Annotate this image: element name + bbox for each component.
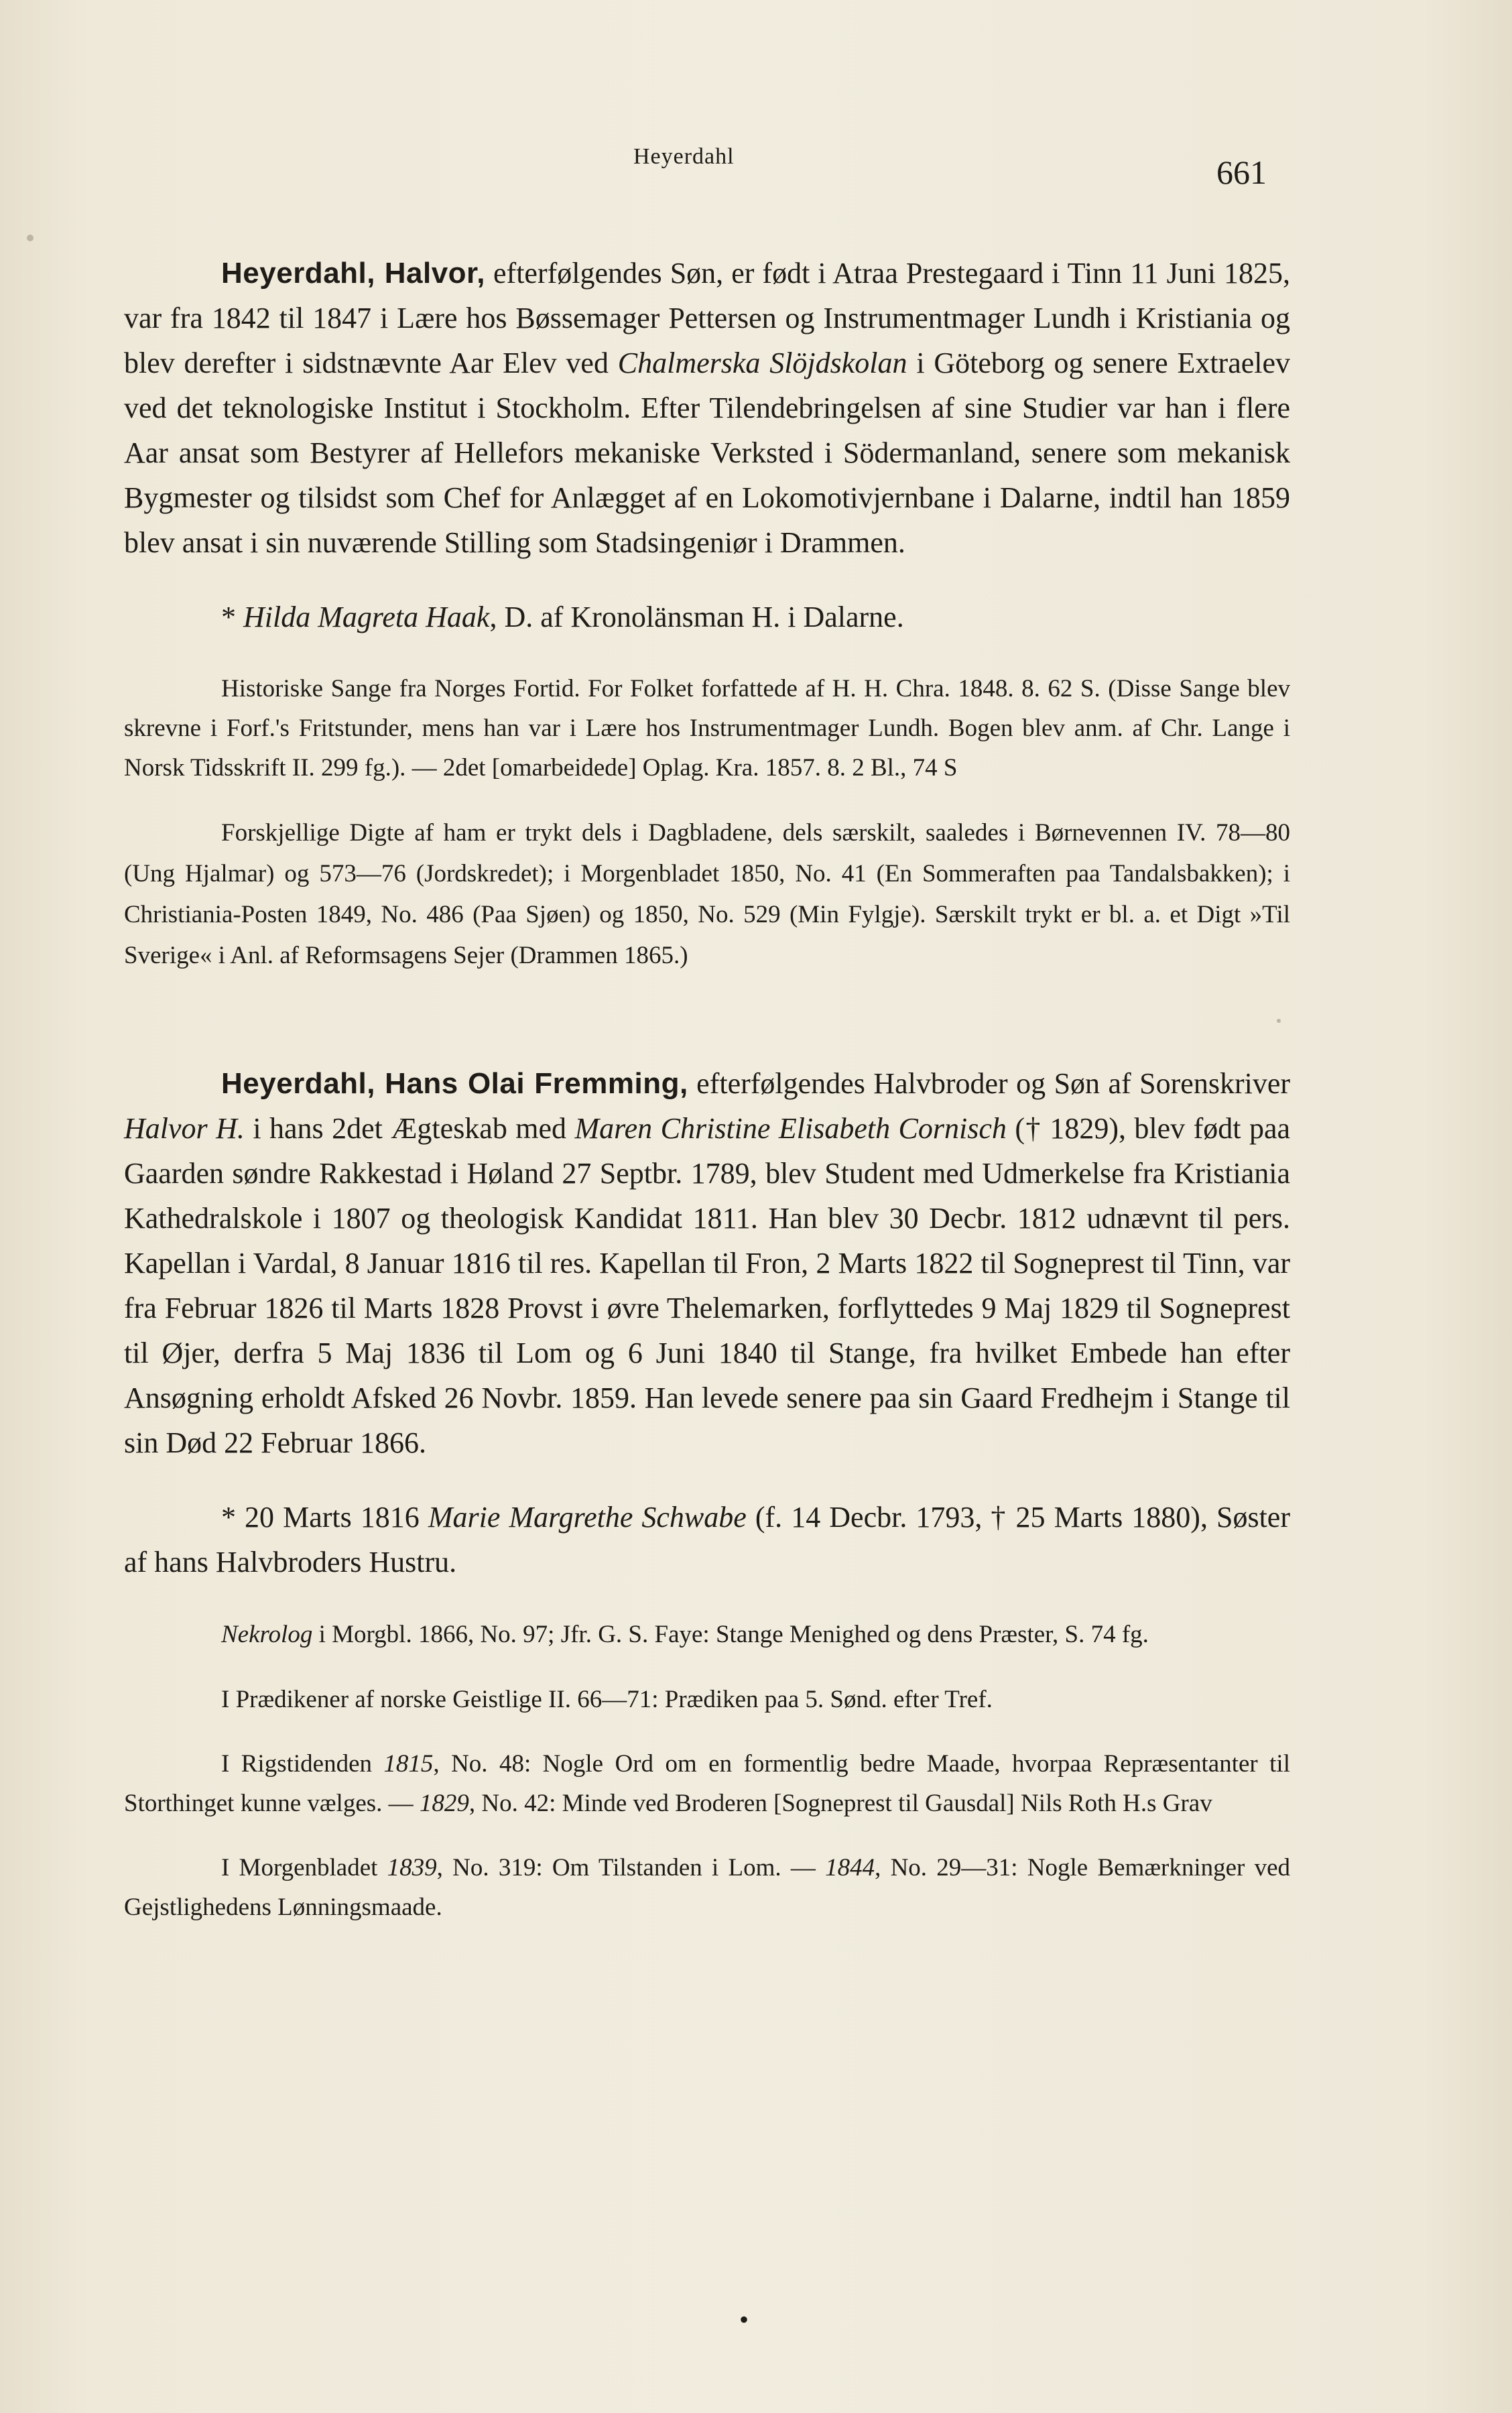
spouse-line: * 20 Marts 1816 Marie Margrethe Schwabe (f. 14 Decbr. 1793, † 25 Marts 1880), Søster af hans Halvbroders Hustru. (124, 1501, 1290, 1579)
spouse-name: Marie Margrethe Schwabe (428, 1501, 747, 1534)
paper-spot (27, 235, 34, 241)
bibliography-entry: Historiske Sange fra Norges Fortid. For Folket forfattede af H. H. Chra. 1848. 8. 62 S. (Disse Sange blev skrevne i Forf.'s Fritstunder, mens han var i Lære hos Instrumentmager Lundh. Bogen blev anm. af Chr. Lange i Norsk Tidsskrift II. 299 fg.). — 2det [omarbeidede] Oplag. Kra. 1857. 8. 2 Bl., 74 S (124, 675, 1290, 782)
source-note: Nekrolog i Morgbl. 1866, No. 97; Jfr. G. S. Faye: Stange Menighed og dens Præster, S. 74 fg. (221, 1621, 1149, 1648)
mother-name: Maren Christine Elisabeth Cornisch (574, 1112, 1007, 1145)
father-name: Halvor H. (124, 1112, 245, 1145)
ink-mark: • (739, 2304, 749, 2335)
bibliography-entry: I Morgenbladet 1839, No. 319: Om Tilstanden i Lom. — 1844, No. 29—31: Nogle Bemærkninger ved Gejstlighedens Lønningsmaade. (124, 1854, 1290, 1921)
entry-hans-olai-fremming-heyerdahl (124, 1061, 1290, 1927)
entry-biography: Heyerdahl, Halvor, efterfølgendes Søn, er født i Atraa Prestegaard i Tinn 11 Juni 1825, var fra 1842 til 1847 i Lære hos Bøssemager Pettersen og Instrumentmager Lundh i Kristiania og blev derefter i sidstnævnte Aar Elev ved Chalmerska Slöjdskolan i Göteborg og senere Extraelev ved det teknologiske Institut i Stockholm. Efter Tilendebringelsen af sine Studier var han i flere Aar ansat som Bestyrer af Hellefors mekaniske Verksted i Södermanland, senere som mekanisk Bygmester og tilsidst som Chef for Anlægget af en Lokomotivjernbane i Dalarne, indtil han 1859 blev ansat i sin nuværende Stilling som Stadsingeniør i Drammen. (124, 257, 1291, 559)
bibliography-entry: I Rigstidenden 1815, No. 48: Nogle Ord om en formentlig bedre Maade, hvorpaa Repræsentanter til Storthinget kunne vælges. — 1829, No. 42: Minde ved Broderen [Sogneprest til Gausdal] Nils Roth H.s Grav (124, 1750, 1290, 1817)
page-number: 661 (1216, 153, 1267, 191)
entry-biography: Heyerdahl, Hans Olai Fremming, efterfølgendes Halvbroder og Søn af Sorenskriver Halvor H. i hans 2det Ægteskab med Maren Christine Elisabeth Cornisch († 1829), blev født paa Gaarden søndre Rakkestad i Høland 27 Septbr. 1789, blev Student med Udmerkelse fra Kristiania Kathedralskole i 1807 og theologisk Kandidat 1811. Han blev 30 Decbr. 1812 udnævnt til pers. Kapellan i Vardal, 8 Januar 1816 til res. Kapellan til Fron, 2 Marts 1822 til Sogneprest til Tinn, var fra Februar 1826 til Marts 1828 Provst i øvre Thelemarken, forflyttedes 9 Maj 1829 til Sogneprest til Øjer, derfra 5 Maj 1836 til Lom og 6 Juni 1840 til Stange, fra hvilket Embede han efter Ansøgning erholdt Afsked 26 Novbr. 1859. Han levede senere paa sin Gaard Fredhejm i Stange til sin Død 22 Februar 1866. (124, 1067, 1291, 1459)
bibliography-entry: I Prædikener af norske Geistlige II. 66—71: Prædiken paa 5. Sønd. efter Tref. (221, 1686, 993, 1713)
page-content (124, 221, 1290, 1952)
entry-halvor-heyerdahl (124, 251, 1290, 976)
spouse-name: Hilda Magreta Haak (243, 601, 490, 633)
paper-spot (1277, 1019, 1281, 1023)
spouse-line: * Hilda Magreta Haak, D. af Kronolänsman H. i Dalarne. (221, 601, 904, 633)
entry-name: Heyerdahl, Halvor, (221, 257, 485, 290)
entry-separator (124, 1001, 1290, 1032)
bibliography-note: Forskjellige Digte af ham er trykt dels i Dagbladene, dels særskilt, saaledes i Børnevennen IV. 78—80 (Ung Hjalmar) og 573—76 (Jordskredet); i Morgenbladet 1850, No. 41 (En Sommeraften paa Tandalsbakken); i Christiania-Posten 1849, No. 486 (Paa Sjøen) og 1850, No. 529 (Min Fylgje). Særskilt trykt er bl. a. et Digt »Til Sverige« i Anl. af Reformsagens Sejer (Drammen 1865.) (124, 819, 1290, 969)
running-head: Heyerdahl (633, 144, 735, 169)
entry-name: Heyerdahl, Hans Olai Fremming, (221, 1067, 688, 1100)
italic-term: Chalmerska Slöjdskolan (617, 347, 907, 379)
